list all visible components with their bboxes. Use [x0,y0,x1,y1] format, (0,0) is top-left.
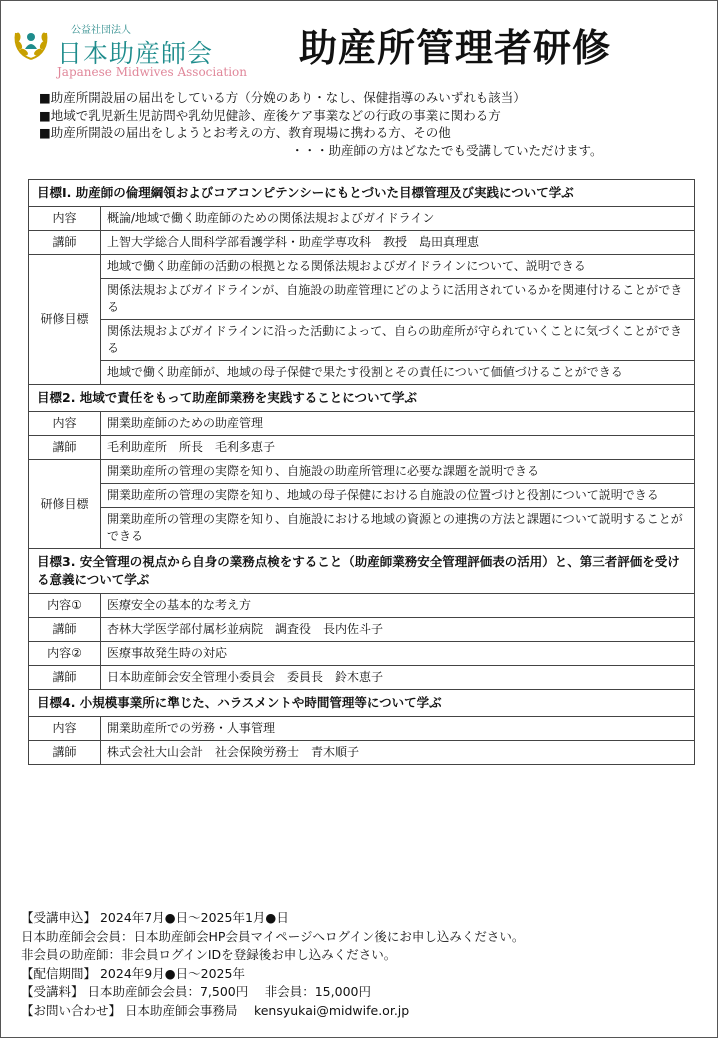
table-row [29,460,695,484]
fee-info: 【受講料】 日本助産師会会員：7,500円 非会員：15,000円 [21,984,371,1000]
goal-1-content: 概論/地域で働く助産師のための関係法規およびガイドライン [101,207,695,231]
table-row [29,412,695,436]
logo-english-name: Japanese Midwives Association [57,65,248,79]
page-title: 助産所管理者研修 [299,26,612,70]
table-row [29,231,695,255]
goal-2-objective: 開業助産所の管理の実際を知り、地域の母子保健における自施設の位置づけと役割について説明できる [101,484,695,508]
lecturer-label: 講師 [29,741,101,765]
goal-3-lecturer-1: 杏林大学医学部付属杉並病院 調査役 長内佐斗子 [101,618,695,642]
goal-3-content-1: 医療安全の基本的な考え方 [101,594,695,618]
audience-line: ■助産所開設の届出をしようとお考えの方、教育現場に携わる方、その他 [39,125,451,140]
goal-4-content: 開業助産所での労務・人事管理 [101,717,695,741]
table-row [29,594,695,618]
content-label: 内容 [29,717,101,741]
goal-3-title: 目標3. 安全管理の視点から自身の業務点検をすること（助産師業務安全管理評価表の活用）と、第三者評価を受ける意義について学ぶ [29,549,695,594]
contact-info: 【お問い合わせ】 日本助産師会事務局 kensyukai@midwife.or.jp [21,1002,410,1018]
content-label: 内容 [29,207,101,231]
table-row [29,320,695,361]
logo-org-type: 公益社団法人 [71,25,131,36]
member-instructions: 日本助産師会会員：日本助産師会HP会員マイページへログイン後にお申し込みください。 [21,928,525,944]
table-row [29,717,695,741]
streaming-period: 【配信期間】 2024年9月●日～2025年 [21,965,245,981]
lecturer-label: 講師 [29,436,101,460]
lecturer-label: 講師 [29,618,101,642]
goal-2-row [29,385,695,412]
table-row [29,279,695,320]
goal-4-lecturer: 株式会社大山会計 社会保険労務士 青木順子 [101,741,695,765]
application-period: 【受講申込】 2024年7月●日～2025年1月●日 [21,910,289,925]
goal-1-title: 目標Ⅰ. 助産師の倫理綱領およびコアコンピテンシーにもとづいた目標管理及び実践について学ぶ [29,180,695,207]
goal-1-lecturer: 上智大学総合人間科学部看護学科・助産学専攻科 教授 島田真理恵 [101,231,695,255]
lecturer-label: 講師 [29,231,101,255]
nonmember-instructions: 非会員の助産師：非会員ログインIDを登録後お申し込みください。 [21,947,397,963]
target-audience [39,89,603,159]
goal-1-objective: 地域で働く助産師が、地域の母子保健で果たす役割とその責任について価値づけることができる [101,361,695,385]
curriculum-table [28,179,695,765]
goal-1-objective: 地域で働く助産師の活動の根拠となる関係法規およびガイドラインについて、説明できる [101,255,695,279]
table-row [29,618,695,642]
table-row [29,508,695,549]
laurel-emblem-icon [11,23,51,63]
goal-1-row [29,180,695,207]
table-row [29,436,695,460]
goal-2-title: 目標2. 地域で責任をもって助産師業務を実践することについて学ぶ [29,385,695,412]
audience-note: ・・・助産師の方はどなたでも受講していただけます。 [291,142,603,158]
goal-2-lecturer: 毛利助産所 所長 毛利多恵子 [101,436,695,460]
application-info [21,909,524,1021]
goal-3-lecturer-2: 日本助産師会安全管理小委員会 委員長 鈴木恵子 [101,666,695,690]
content-label: 内容 [29,412,101,436]
table-row [29,666,695,690]
goal-4-title: 目標4. 小規模事業所に準じた、ハラスメントや時間管理等について学ぶ [29,690,695,717]
association-logo [11,17,261,87]
table-row [29,207,695,231]
goal-3-content-2: 医療事故発生時の対応 [101,642,695,666]
goal-2-objective: 開業助産所の管理の実際を知り、自施設における地域の資源との連携の方法と課題について説明することができる [101,508,695,549]
objectives-label: 研修目標 [29,255,101,385]
objectives-label: 研修目標 [29,460,101,549]
table-row [29,361,695,385]
content-2-label: 内容② [29,642,101,666]
table-row [29,255,695,279]
goal-1-objective: 関係法規およびガイドラインに沿った活動によって、自らの助産所が守られていくことに気づくことができる [101,320,695,361]
goal-3-row [29,549,695,594]
content-1-label: 内容① [29,594,101,618]
audience-line: ■助産所開設届の届出をしている方（分娩のあり・なし、保健指導のみいずれも該当） [39,90,526,105]
table-row [29,741,695,765]
goal-2-content: 開業助産師のための助産管理 [101,412,695,436]
lecturer-label: 講師 [29,666,101,690]
logo-org-name: 日本助産師会 [57,39,214,68]
audience-line: ■地域で乳児新生児訪問や乳幼児健診、産後ケア事業などの行政の事業に関わる方 [39,107,501,123]
table-row [29,642,695,666]
goal-2-objective: 開業助産所の管理の実際を知り、自施設の助産所管理に必要な課題を説明できる [101,460,695,484]
goal-4-row [29,690,695,717]
table-row [29,484,695,508]
goal-1-objective: 関係法規およびガイドラインが、自施設の助産管理にどのように活用されているかを関連付けることができる [101,279,695,320]
